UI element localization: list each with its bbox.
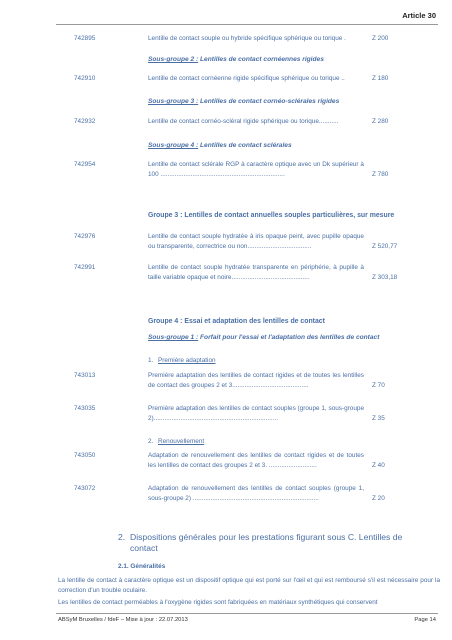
entry-price: Z 40 <box>372 462 385 469</box>
entry-price: Z 520,77 <box>372 243 398 250</box>
numbered-heading-number: 1. <box>148 357 154 364</box>
entry-description: Lentille de contact souple hydratée à iris opaque peint, avec pupille opaque ou transparente, correctrice ou non.................................... <box>148 233 364 250</box>
numbered-heading <box>148 357 216 364</box>
numbered-heading <box>148 438 205 445</box>
entry-code: 742910 <box>74 75 96 82</box>
entry-price: Z 180 <box>372 75 389 82</box>
entry-description: Adaptation de renouvellement des lentilles de contact rigides et de toutes les lentilles de contact des groupes 2 et 3. ........................... <box>148 452 364 469</box>
subgroup-title: Lentilles de contact sclérales <box>198 142 292 149</box>
subgroup-title: Forfait pour l'essai et l'adaptation des lentilles de contact <box>198 334 380 341</box>
subgroup-label: Sous-groupe 1 : <box>148 334 199 341</box>
entry-description: Lentille de contact cornéo-scléral rigide sphérique ou torique........... <box>148 118 339 125</box>
entry-code: 742954 <box>74 161 96 168</box>
entry-description: Lentille de contact cornéenne rigide spécifique sphérique ou torique .. <box>148 75 345 82</box>
entry-price: Z 35 <box>372 415 385 422</box>
entry-description: Adaptation de renouvellement des lentilles de contact souples (groupe 1, sous-groupe 2) ....................................................................... <box>148 485 364 502</box>
entry-price: Z 280 <box>372 118 389 125</box>
numbered-heading-title: Première adaptation <box>158 357 216 364</box>
entry-price: Z 70 <box>372 382 385 389</box>
entry-code: 743072 <box>74 485 96 492</box>
subgroup-title: Lentilles de contact cornéennes rigides <box>198 56 324 63</box>
entry-code: 743035 <box>74 405 96 412</box>
subgroup-heading <box>148 56 324 63</box>
entry-code: 742976 <box>74 233 96 240</box>
body-paragraph: Les lentilles de contact perméables à l'oxygène rigides sont fabriquées en matériaux synthétiques qui conservent <box>58 599 378 606</box>
entry-price: Z 780 <box>372 171 389 178</box>
entry-description: Lentille de contact souple ou hybride spécifique sphérique ou torique . <box>148 35 346 42</box>
section-title: Dispositions générales pour les prestations figurant sous C. Lentilles de contact <box>130 532 403 553</box>
footer-rule <box>56 613 438 614</box>
entry-code: 742932 <box>74 118 96 125</box>
section-number: 2. <box>118 532 126 542</box>
subgroup-heading <box>148 98 339 105</box>
entry-code: 742991 <box>74 264 96 271</box>
footer-source: ABSyM Bruxelles / fdeF – Mise à jour : 22.07.2013 <box>58 617 188 623</box>
entry-code: 743013 <box>74 372 96 379</box>
entry-price: Z 20 <box>372 495 385 502</box>
body-paragraph: La lentille de contact à caractère optique est un dispositif optique qui est porté sur l'œil et qui est remboursé s'il est nécessaire pour la correction d'un trouble oculaire. <box>58 577 440 594</box>
header-rule <box>56 24 438 25</box>
article-number: Article 30 <box>402 11 436 20</box>
subgroup-label: Sous-groupe 2 : <box>148 56 199 63</box>
entry-description: Première adaptation des lentilles de contact rigides et de toutes les lentilles de contact des groupes 2 et 3........................................... <box>148 372 364 389</box>
subgroup-title: Lentilles de contact cornéo-sclérales rigides <box>198 98 340 105</box>
entry-description: Lentille de contact souple hydratée transparente en périphérie, à pupille à taille variable opaque et noire............................................ <box>148 264 364 281</box>
entry-description: Lentille de contact sclérale RGP à caractère optique avec un Dk supérieur à 100 ...................................................................... <box>148 161 364 178</box>
entry-description: Première adaptation des lentilles de contact souples (groupe 1, sous-groupe 2)...................................................................... <box>148 405 364 422</box>
entry-price: Z 200 <box>372 35 389 42</box>
subgroup-label: Sous-groupe 4 : <box>148 142 199 149</box>
subgroup-heading <box>148 334 379 341</box>
subgroup-label: Sous-groupe 3 : <box>148 98 199 105</box>
page-number: Page 14 <box>414 617 436 623</box>
group-heading: Groupe 4 : Essai et adaptation des lentilles de contact <box>148 318 325 325</box>
entry-code: 743050 <box>74 452 96 459</box>
numbered-heading-number: 2. <box>148 438 154 445</box>
subgroup-heading <box>148 142 292 149</box>
entry-code: 742895 <box>74 35 96 42</box>
group-heading: Groupe 3 : Lentilles de contact annuelles souples particulières, sur mesure <box>148 212 395 219</box>
numbered-heading-title: Renouvellement <box>158 438 205 445</box>
subsection-heading: 2.1. Généralités <box>118 563 166 570</box>
entry-price: Z 303,18 <box>372 274 398 281</box>
